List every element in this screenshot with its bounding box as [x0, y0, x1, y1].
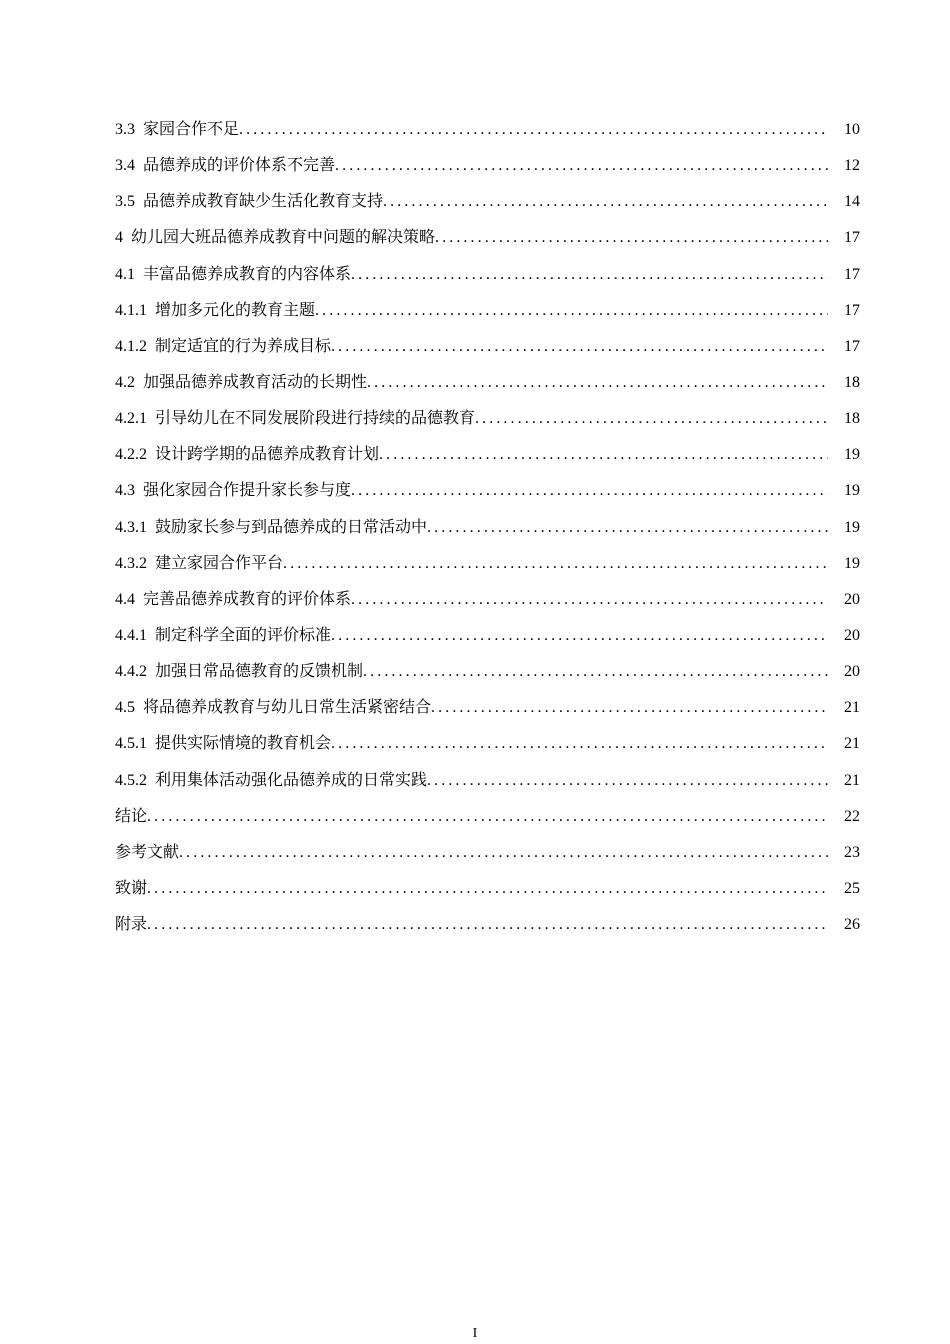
toc-entry-page: 12	[844, 157, 860, 175]
toc-entry-page: 17	[844, 229, 860, 247]
toc-entry-title: 4.1 丰富品德养成教育的内容体系	[115, 265, 352, 283]
toc-entry-title: 4.1.1 增加多元化的教育主题	[115, 301, 316, 319]
toc-entry-title: 4.5 将品德养成教育与幼儿日常生活紧密结合	[115, 699, 432, 717]
toc-entry[interactable]	[115, 546, 860, 582]
toc-entry[interactable]	[115, 618, 860, 654]
toc-entry-page: 14	[844, 193, 860, 211]
toc-entry-title: 3.3 家园合作不足	[115, 121, 240, 138]
toc-dot-leader	[427, 510, 828, 546]
toc-entry[interactable]	[115, 148, 860, 184]
toc-entry-page: 17	[844, 337, 860, 355]
toc-entry-title: 3.4 品德养成的评价体系不完善	[115, 157, 336, 175]
toc-entry-page: 17	[844, 301, 860, 319]
toc-entry-title: 4.4.2 加强日常品德教育的反馈机制	[115, 663, 364, 681]
toc-dot-leader	[239, 112, 828, 148]
toc-entry[interactable]	[115, 220, 860, 256]
toc-entry[interactable]	[115, 654, 860, 690]
toc-entry-title: 4 幼儿园大班品德养成教育中问题的解决策略	[115, 229, 436, 247]
table-of-contents	[115, 112, 860, 943]
toc-entry-page: 20	[844, 663, 860, 681]
toc-entry[interactable]	[115, 763, 860, 799]
toc-entry-title: 4.3 强化家园合作提升家长参与度	[115, 482, 352, 500]
toc-entry-title: 附录	[115, 916, 148, 934]
toc-dot-leader	[147, 871, 828, 907]
toc-dot-leader	[331, 726, 828, 762]
toc-entry[interactable]	[115, 257, 860, 293]
toc-dot-leader	[315, 293, 828, 329]
toc-entry-page: 19	[844, 554, 860, 572]
toc-dot-leader	[367, 365, 828, 401]
toc-dot-leader	[383, 184, 828, 220]
toc-entry-title: 致谢	[115, 879, 148, 897]
toc-entry-page: 20	[844, 626, 860, 644]
toc-entry-title: 4.2.1 引导幼儿在不同发展阶段进行持续的品德教育	[115, 410, 476, 428]
toc-dot-leader	[351, 473, 828, 509]
toc-entry-page: 10	[844, 121, 860, 138]
toc-entry-page: 26	[844, 916, 860, 934]
toc-entry[interactable]	[115, 473, 860, 509]
toc-dot-leader	[147, 907, 828, 943]
toc-entry[interactable]	[115, 112, 860, 148]
toc-entry[interactable]	[115, 510, 860, 546]
toc-dot-leader	[331, 618, 828, 654]
toc-entry-title: 结论	[115, 807, 148, 825]
toc-entry-page: 19	[844, 518, 860, 536]
toc-entry[interactable]	[115, 726, 860, 762]
toc-entry-page: 17	[844, 265, 860, 283]
toc-entry-page: 18	[844, 373, 860, 391]
toc-entry-page: 18	[844, 410, 860, 428]
toc-dot-leader	[427, 763, 828, 799]
toc-entry-title: 4.2.2 设计跨学期的品德养成教育计划	[115, 446, 380, 464]
page-number-footer: I	[472, 1326, 478, 1341]
toc-entry-page: 21	[844, 699, 860, 717]
toc-entry[interactable]	[115, 582, 860, 618]
toc-dot-leader	[335, 148, 828, 184]
toc-dot-leader	[363, 654, 828, 690]
toc-dot-leader	[431, 690, 828, 726]
toc-entry[interactable]	[115, 835, 860, 871]
toc-entry-page: 19	[844, 446, 860, 464]
toc-entry-title: 4.5.1 提供实际情境的教育机会	[115, 735, 332, 753]
toc-entry-title: 4.4.1 制定科学全面的评价标准	[115, 626, 332, 644]
toc-dot-leader	[351, 257, 828, 293]
toc-entry-page: 23	[844, 843, 860, 861]
toc-entry-title: 4.4 完善品德养成教育的评价体系	[115, 590, 352, 608]
toc-dot-leader	[475, 401, 828, 437]
toc-entry-title: 4.3.1 鼓励家长参与到品德养成的日常活动中	[115, 518, 428, 536]
toc-entry[interactable]	[115, 329, 860, 365]
toc-dot-leader	[147, 799, 828, 835]
toc-entry[interactable]	[115, 437, 860, 473]
toc-dot-leader	[351, 582, 828, 618]
toc-entry-page: 20	[844, 590, 860, 608]
toc-entry[interactable]	[115, 365, 860, 401]
toc-entry-title: 4.3.2 建立家园合作平台	[115, 554, 284, 572]
toc-entry[interactable]	[115, 871, 860, 907]
toc-entry-title: 3.5 品德养成教育缺少生活化教育支持	[115, 193, 384, 211]
toc-dot-leader	[435, 220, 828, 256]
toc-entry-title: 参考文献	[115, 843, 180, 861]
toc-entry[interactable]	[115, 907, 860, 943]
toc-entry-page: 25	[844, 879, 860, 897]
toc-entry-page: 19	[844, 482, 860, 500]
toc-dot-leader	[379, 437, 828, 473]
toc-dot-leader	[283, 546, 828, 582]
toc-entry[interactable]	[115, 401, 860, 437]
toc-dot-leader	[179, 835, 828, 871]
toc-entry-title: 4.2 加强品德养成教育活动的长期性	[115, 373, 368, 391]
toc-dot-leader	[331, 329, 828, 365]
toc-entry-title: 4.1.2 制定适宜的行为养成目标	[115, 337, 332, 355]
toc-entry-page: 22	[844, 807, 860, 825]
toc-entry[interactable]	[115, 799, 860, 835]
toc-entry-page: 21	[844, 735, 860, 753]
toc-entry-title: 4.5.2 利用集体活动强化品德养成的日常实践	[115, 771, 428, 789]
toc-entry[interactable]	[115, 184, 860, 220]
toc-entry-page: 21	[844, 771, 860, 789]
toc-entry[interactable]	[115, 690, 860, 726]
toc-entry[interactable]	[115, 293, 860, 329]
